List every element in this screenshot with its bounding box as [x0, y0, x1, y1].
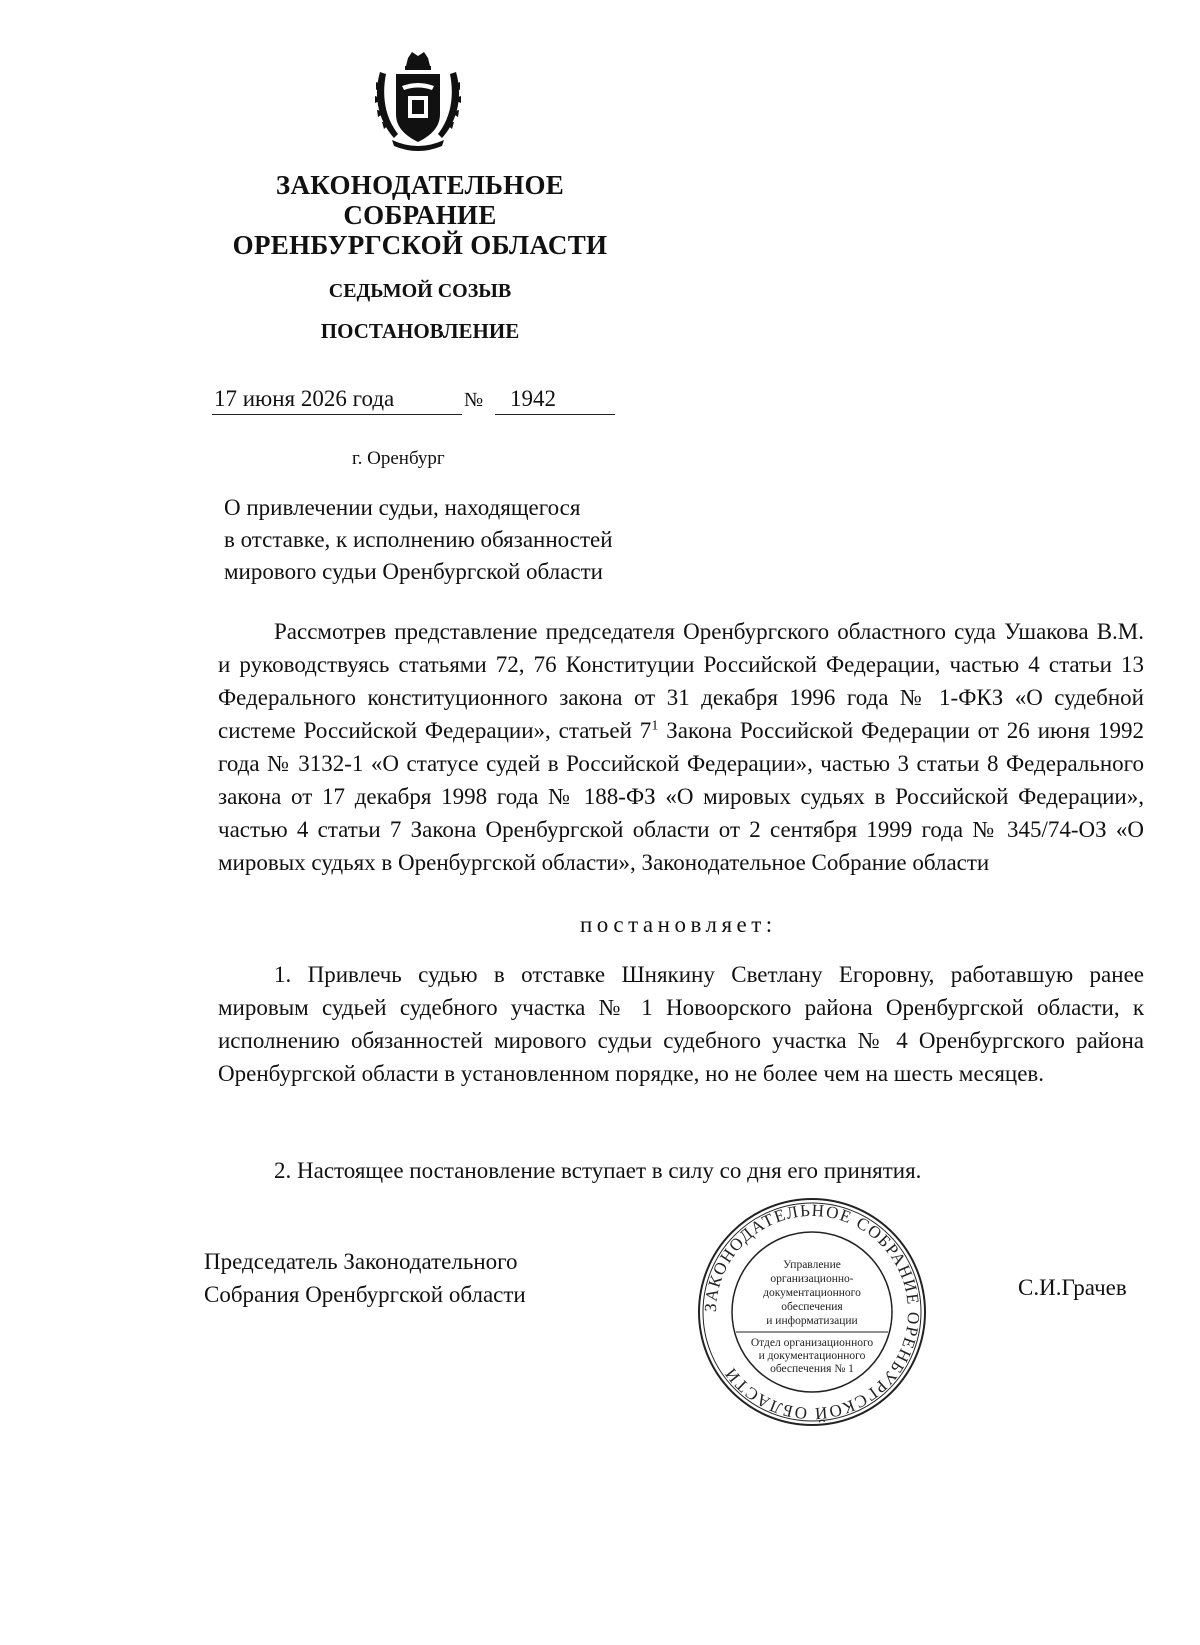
item-2-paragraph: 2. Настоящее постановление вступает в силу со дня его принятия.: [274, 1158, 922, 1183]
preamble-paragraph: [218, 615, 1144, 879]
document-date: 17 июня 2026 года: [214, 386, 395, 411]
signatory-title: [204, 1245, 526, 1311]
stamp-line-8: обеспечения № 1: [770, 1363, 854, 1375]
resolves-heading: постановляет:: [580, 912, 777, 937]
signatory-title-line-2: Собрания Оренбургской области: [204, 1282, 526, 1307]
city: г. Оренбург: [352, 448, 445, 469]
number-label: №: [464, 389, 484, 411]
item-1-paragraph: 1. Привлечь судью в отставке Шнякину Светлану Егоровну, работавшую ранее мировым судьей судебного участка № 1 Новоорского района Оренбургской области, к исполнению обязанностей мирового судьи судебного участка № 4 Оренбургского района Оренбургской области в установленном порядке, но не более чем на шесть месяцев.: [218, 962, 1144, 1086]
subject-line-2: в отставке, к исполнению обязанностей: [224, 527, 613, 552]
stamp-line-6: Отдел организационного: [750, 1337, 874, 1349]
org-line-3: ОРЕНБУРГСКОЙ ОБЛАСТИ: [232, 230, 608, 260]
document-subject: [224, 492, 704, 588]
document-number: 1942: [510, 386, 556, 411]
stamp-line-4: обеспечения: [781, 1301, 843, 1313]
stamp-ring-text: ЗАКОНОДАТЕЛЬНОЕ СОБРАНИЕ ОРЕНБУРГСКОЙ ОБЛАСТИ: [700, 1200, 924, 1424]
subject-line-1: О привлечении судьи, находящегося: [224, 495, 581, 520]
number-underline: [495, 414, 615, 415]
official-stamp: [696, 1196, 928, 1428]
org-line-2: СОБРАНИЕ: [343, 200, 497, 230]
date-underline: [212, 414, 462, 415]
subject-line-3: мирового судьи Оренбургской области: [224, 559, 603, 584]
signatory-title-line-1: Председатель Законодательного: [204, 1249, 518, 1274]
signatory-name: С.И.Грачев: [1018, 1275, 1127, 1300]
organization-name: [200, 170, 640, 260]
stamp-line-1: Управление: [783, 1259, 841, 1271]
preamble-superscript: 1: [651, 718, 659, 734]
preamble-text-1: Рассмотрев представление председателя Оренбургского областного суда Ушакова В.М. и руководствуясь статьями 72, 76 Конституции Российской Федерации, частью 4 статьи 13 Федерального конституционного закона от 31 декабря 1996 года № 1-ФКЗ «О судебной системе Российской Федерации», статьей 7: [218, 619, 1144, 743]
stamp-line-7: и документационного: [758, 1350, 866, 1362]
preamble-text-2: Закона Российской Федерации от 26 июня 1992 года № 3132-1 «О статусе судей в Российской Федерации», частью 3 статьи 8 Федерального закона от 17 декабря 1998 года № 188-ФЗ «О мировых судьях в Российской Федерации», частью 4 статьи 7 Закона Оренбургской области от 2 сентября 1999 года № 345/74-ОЗ «О мировых судьях в Оренбургской области», Законодательное Собрание области: [218, 718, 1144, 875]
stamp-line-2: организационно-: [770, 1273, 854, 1285]
convocation: СЕДЬМОЙ СОЗЫВ: [328, 280, 512, 302]
document-type: ПОСТАНОВЛЕНИЕ: [320, 319, 520, 343]
coat-of-arms-emblem: [372, 52, 464, 152]
org-line-1: ЗАКОНОДАТЕЛЬНОЕ: [275, 170, 565, 200]
stamp-line-3: документационного: [763, 1287, 861, 1299]
stamp-line-5: и информатизации: [766, 1315, 858, 1327]
